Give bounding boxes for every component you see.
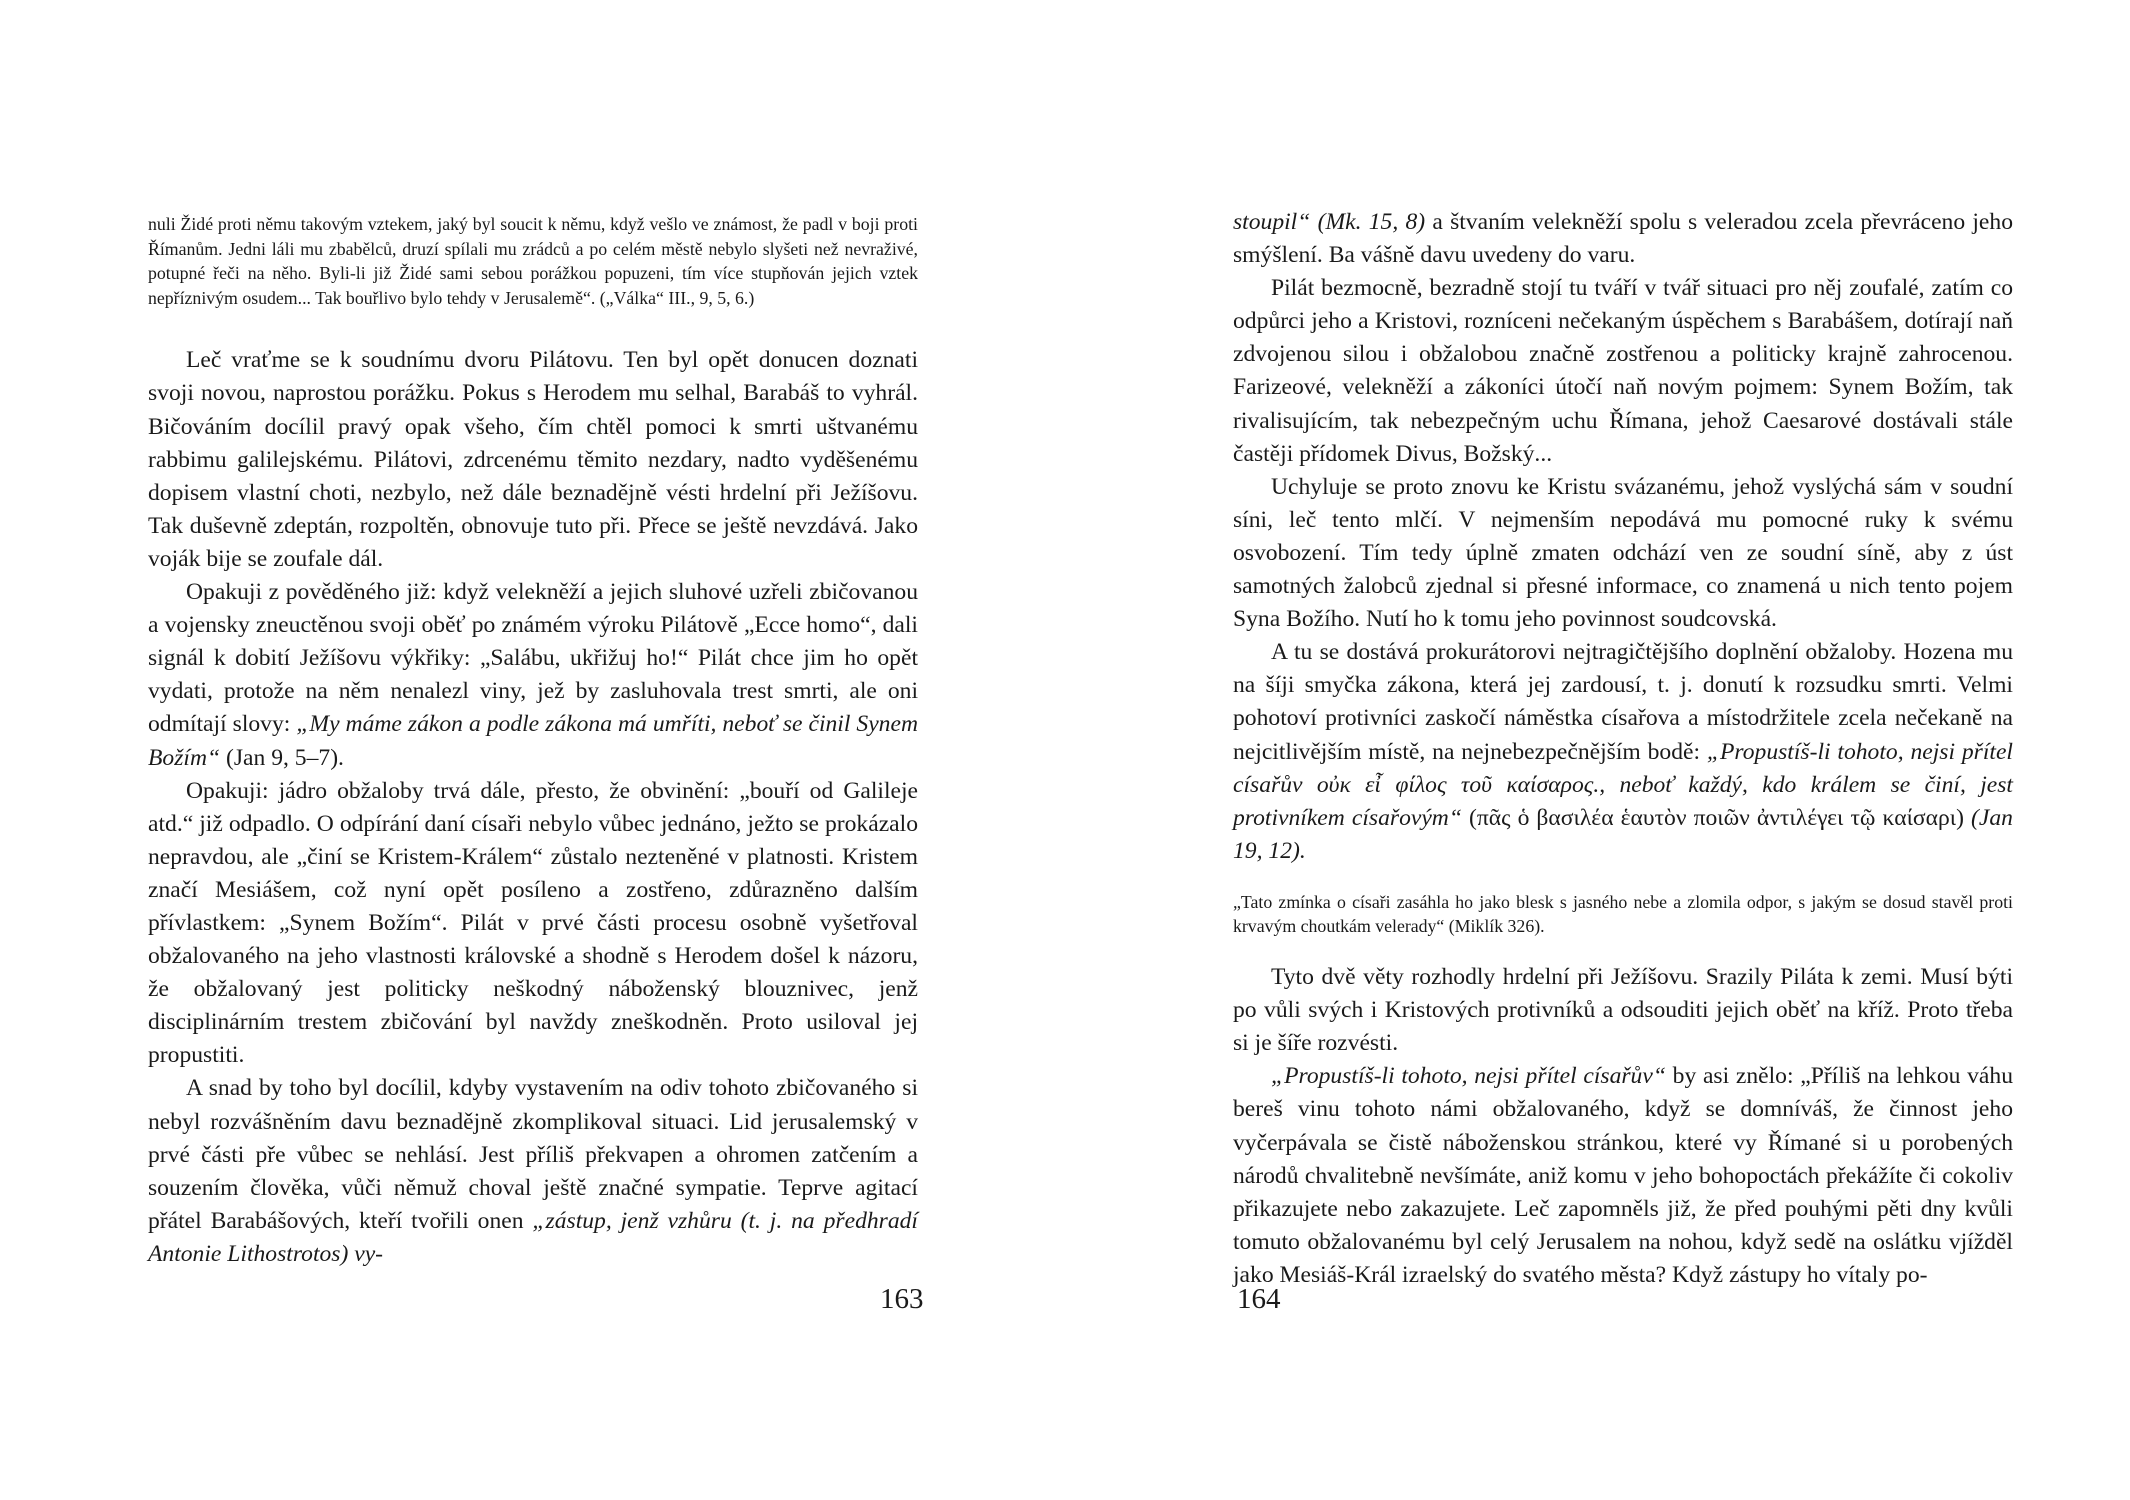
page-number: 163 bbox=[880, 1283, 924, 1315]
right-body-top bbox=[1233, 206, 2013, 868]
greek-text: (πᾶς ὁ βασιλέα ἑαυτὸν ποιῶν ἀντιλέγει τῷ καίσαρι) bbox=[1469, 804, 1964, 831]
left-footnote: nuli Židé proti němu takovým vztekem, jaký byl soucit k němu, když vešlo ve známost, že padl v boji proti Římanům. Jedni láli mu zbabělců, druzí spílali mu zrádců a po celém městě nebylo slyšeti než nevraživé, potupné řeči na něho. Byli-li již Židé sami sebou porážkou popuzeni, tím více stupňován jejich vztek nepříznivým osudem... Tak bouřlivo bylo tehdy v Jerusalemě“. („Válka“ III., 9, 5, 6.) bbox=[148, 214, 918, 308]
left-paragraph-1: Leč vraťme se k soudnímu dvoru Pilátovu. Ten byl opět donucen doznati svoji novou, naprostou porážku. Pokus s Herodem mu selhal, Barabáš to vyhrál. Bičováním docílil pravý opak všeho, čím chtěl pomoci k smrti uštvanému rabbimu galilejskému. Pilátovi, zdrcenému těmito nezdary, nadto vyděšenému dopisem vlastní choti, nezbylo, než dále beznadějně vésti hrdelní při Ježíšovu. Tak duševně zdeptán, rozpoltěn, obnovuje tuto při. Přece se ještě nevzdává. Jako voják bije se zoufale dál. bbox=[148, 347, 918, 572]
right-paragraph-2: Pilát bezmocně, bezradně stojí tu tváří v tvář situaci pro něj zoufalé, zatím co odpůrci jeho a Kristovi, rozníceni nečekaným úspěchem s Barabášem, dotírají naň zdvojenou silou i obžalobou značně zostřenou a politicky krajně zahrocenou. Farizeové, velekněží a zákoníci útočí naň novým pojmem: Synem Božím, tak rivalisujícím, tak nebezpečným uchu Římana, jehož Caesarové dostávali stále častěji přídomek Divus, Božský... bbox=[1233, 275, 2013, 467]
right-paragraph-1: stoupil“ (Mk. 15, 8) a štvaním velekněží spolu s veleradou zcela převráceno jeho smýšlení. Ba vášně davu uvedeny do varu. bbox=[1233, 209, 2013, 269]
left-paragraph-4: A snad by toho byl docílil, kdyby vystavením na odiv tohoto zbičovaného si nebyl rozvášněním davu beznadějně zkomplikoval situaci. Lid jerusalemský v prvé části pře vůbec se nehlásí. Jest příliš překvapen a ohromen zatčením a souzením člověka, vůči němuž choval ještě značné sympatie. Teprve agitací přátel Barabášových, kteří tvořili onen „zástup, jenž vzhůru (t. j. na předhradí Antonie Lithostrotos) vy- bbox=[148, 1075, 918, 1267]
left-text-column bbox=[148, 212, 918, 1271]
scripture-quote: „Propustíš-li tohoto, nejsi přítel císařův“ bbox=[1271, 1063, 1666, 1090]
left-body bbox=[148, 344, 918, 1271]
left-paragraph-3: Opakuji: jádro obžaloby trvá dále, přesto, že obvinění: „bouří od Galileje atd.“ již odpadlo. O odpírání daní císaři nebylo vůbec jednáno, ježto se prokázalo nepravdou, ale „činí se Kristem-Králem“ zůstalo nezteněné v platnosti. Kristem značí Mesiášem, což nyní opět posíleno a zostřeno, zdůrazněno dalším přívlastkem: „Synem Božím“. Pilát v prvé části procesu osobně vyšetřoval obžalovaného na jeho vlastnosti královské a shodně s Herodem došel k názoru, že obžalovaný jest politicky neškodný náboženský blouznivec, jenž disciplinárním trestem zbičování byl navždy zneškodněn. Proto usiloval jej propustiti. bbox=[148, 777, 918, 1069]
right-paragraph-5: Tyto dvě věty rozhodly hrdelní při Ježíšovu. Srazily Piláta k zemi. Musí býti po vůli svých i Kristových protivníků a odsouditi jejich oběť na kříž. Proto třeba si je šíře rozvésti. bbox=[1233, 964, 2013, 1057]
right-body-bottom bbox=[1233, 961, 2013, 1292]
scripture-quote: „My máme zákon a podle zákona má umříti, neboť se činil Synem Božím“ bbox=[148, 711, 918, 771]
right-paragraph-4: A tu se dostává prokurátorovi nejtragičtějšího doplnění obžaloby. Hozena mu na šíji smyčka zákona, která jej zardousí, t. j. donutí k rozsudku smrti. Velmi pohotoví protivníci zaskočí náměstka císařova a místodržitele zcela nečekaně na nejcitlivějším místě, na nejnebezpečnějším bodě: „Propustíš-li tohoto, nejsi přítel císařův οὐκ εἶ φίλος τοῦ καίσαρος., neboť každý, kdo králem se činí, jest protivníkem císařovým“ (πᾶς ὁ βασιλέα ἑαυτὸν ποιῶν ἀντιλέγει τῷ καίσαρι) (Jan 19, 12). bbox=[1233, 639, 2013, 864]
right-footnote: „Tato zmínka o císaři zasáhla ho jako blesk s jasného nebe a zlomila odpor, s jakým se dosud stavěl proti krvavým choutkám velerady“ (Miklík 326). bbox=[1233, 891, 2013, 937]
page-number: 164 bbox=[1237, 1283, 1281, 1315]
right-paragraph-3: Uchyluje se proto znovu ke Kristu svázanému, jehož vyslýchá sám v soudní síni, leč tento mlčí. V nejmenším nepodává mu pomocné ruky k svému osvobození. Tím tedy úplně zmaten odchází ven ze soudní síně, aby z úst samotných žalobců zjednal si přesné informace, co znamená u nich tento pojem Syna Božího. Nutí ho k tomu jeho povinnost soudcovská. bbox=[1233, 473, 2013, 633]
scripture-quote: „zástup, jenž vzhůru (t. j. na předhradí Antonie Lithostrotos) vy- bbox=[148, 1207, 918, 1267]
scripture-quote: „Propustíš-li tohoto, nejsi přítel císařův οὐκ εἶ φίλος τοῦ καίσαρος., neboť každý, kdo králem se činí, jest protivníkem císařovým“ bbox=[1233, 738, 2013, 831]
right-page bbox=[1065, 0, 2130, 1500]
right-paragraph-6: „Propustíš-li tohoto, nejsi přítel císařův“ by asi znělo: „Příliš na lehkou váhu bereš vinu tohoto námi obžalovaného, když se domníváš, že činnost jeho vyčerpávala se čistě náboženskou stránkou, které vy Římané si u porobených národů chvalitebně nevšímáte, aniž komu v jeho bohopoctách překážíte či cokoliv přikazujete nebo zakazujete. Leč zapomněls již, že před pouhými pěti dny kvůli tomuto obžalovanému byl celý Jerusalem na nohou, když sedě na oslátku vjížděl jako Mesiáš-Král izraelský do svatého města? Když zástupy ho vítaly po- bbox=[1233, 1063, 2013, 1288]
left-paragraph-2: Opakuji z pověděného již: když velekněží a jejich sluhové uzřeli zbičovanou a vojensky zneuctěnou svoji oběť po známém výroku Pilátově „Ecce homo“, dali signál k dobití Ježíšovu výkřiky: „Salábu, ukřižuj ho!“ Pilát chce jim ho opět vydati, protože na něm nenalezl viny, jež by zasluhovala trest smrti, ale oni odmítají slovy: „My máme zákon a podle zákona má umříti, neboť se činil Synem Božím“ (Jan 9, 5–7). bbox=[148, 579, 918, 771]
right-text-column bbox=[1233, 206, 2013, 1292]
